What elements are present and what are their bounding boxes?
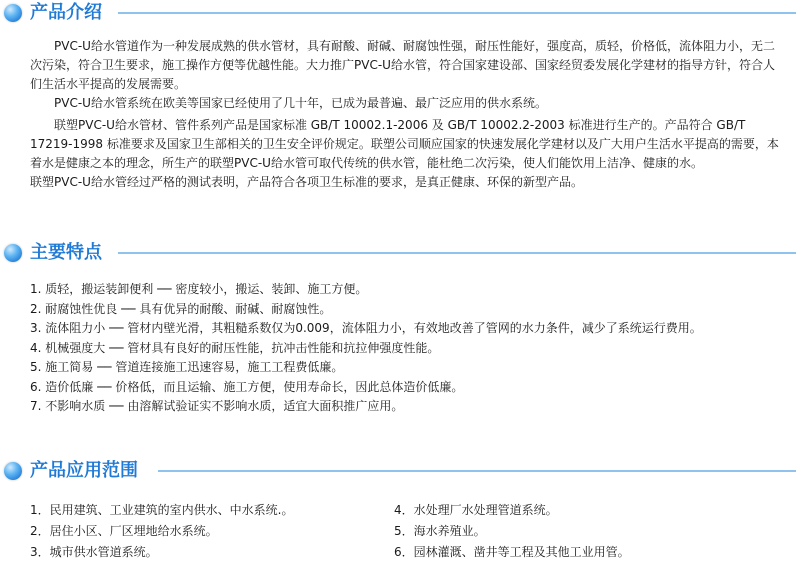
features-header [0,240,800,270]
features-list [30,280,702,417]
feature-item: 7. 不影响水质 ── 由溶解试验证实不影响水质，适宜大面积推广应用。 [30,399,404,413]
blue-bullet-icon [4,462,22,480]
intro-header [0,0,800,30]
application-item: 5．海水养殖业。 [394,524,486,538]
feature-item: 6. 造价低廉 ── 价格低，而且运输、施工方便，使用寿命长，因此总体造价低廉。 [30,379,464,394]
feature-item: 2. 耐腐蚀性优良 ── 具有优异的耐酸、耐碱、耐腐蚀性。 [30,301,332,316]
applications-list-left [30,500,293,563]
feature-item: 1. 质轻，搬运装卸便利 ── 密度较小，搬运、装卸、施工方便。 [30,282,368,296]
feature-item: 5. 施工简易 ── 管道连接施工迅速容易，施工工程费低廉。 [30,360,344,374]
intro-paragraph-4: 联塑PVC-U给水管经过严格的测试表明，产品符合各项卫生标准的要求，是真正健康、环保的新型产品。 [30,175,583,189]
applications-title: 产品应用范围 [30,460,138,481]
application-item: 6．园林灌溉、凿井等工程及其他工业用管。 [394,545,630,559]
features-divider [118,252,796,254]
application-item: 3．城市供水管道系统。 [30,545,158,559]
intro-divider [118,12,796,14]
intro-paragraph-1: PVC-U给水管道作为一种发展成熟的供水管材，具有耐酸、耐碱、耐腐蚀性强，耐压性能好，强度高，质轻，价格低，流体阻力小，无二次污染，符合卫生要求，施工操作方便等优越性能。大力推广PVC-U给水管，符合国家建设部、国家经贸委发展化学建材的指导方针，符合人们生活水平提高的发展需要。 [30,39,775,91]
intro-paragraph-2: PVC-U给水管系统在欧美等国家已经使用了几十年，已成为最普遍、最广泛应用的供水系统。 [54,96,547,110]
application-item: 2．居住小区、厂区埋地给水系统。 [30,524,218,538]
intro-title: 产品介绍 [30,2,102,23]
feature-item: 4. 机械强度大 ── 管材具有良好的耐压性能，抗冲击性能和抗拉伸强度性能。 [30,340,440,355]
application-item: 4．水处理厂水处理管道系统。 [394,503,558,517]
blue-bullet-icon [4,4,22,22]
feature-item: 3. 流体阻力小 ── 管材内壁光滑，其粗糙系数仅为0.009，流体阻力小，有效地改善了管网的水力条件，减少了系统运行费用。 [30,321,702,335]
applications-list-right [394,500,630,563]
intro-paragraph-3: 联塑PVC-U给水管材、管件系列产品是国家标准 GB/T 10002.1-2006 及 GB/T 10002.2-2003 标准进行生产的。产品符合 GB/T 17219-1998 标准要求及国家卫生部相关的卫生安全评价规定。联塑公司顺应国家的快速发展化学建材以及广大用户生活水平提高的需要，本着水是健康之本的理念，所生产的联塑PVC-U给水管可取代传统的供水管，能杜绝二次污染，使人们能饮用上洁净、健康的水。 [30,118,779,170]
features-title: 主要特点 [30,242,102,263]
application-item: 1．民用建筑、工业建筑的室内供水、中水系统.。 [30,503,294,517]
applications-divider [158,470,796,472]
blue-bullet-icon [4,244,22,262]
applications-header [0,458,800,488]
